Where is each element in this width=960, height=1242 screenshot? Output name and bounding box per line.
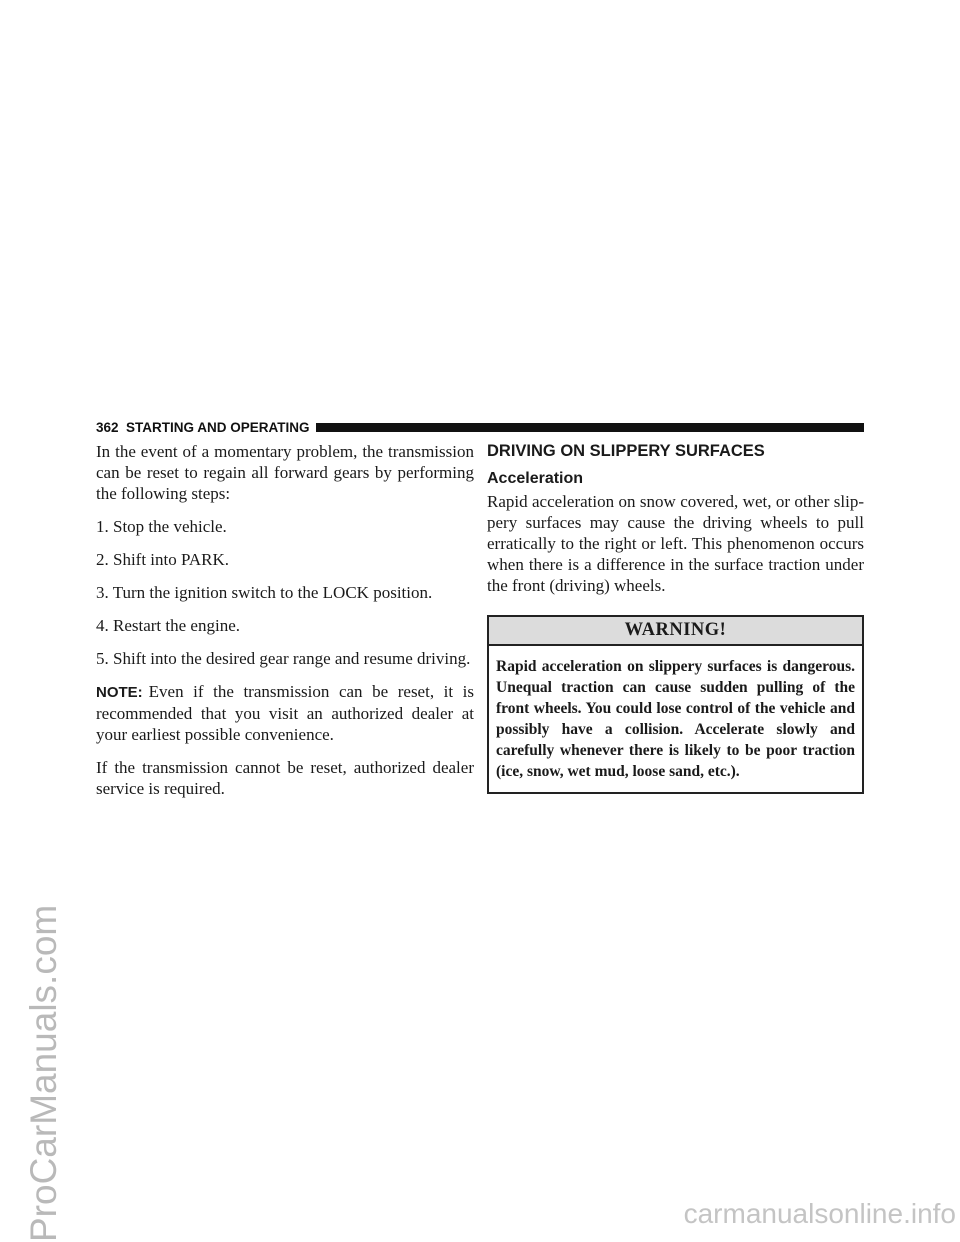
closing-paragraph: If the transmission cannot be reset, authorized dealer service is required. [96,758,474,798]
note-label: NOTE: [96,684,143,701]
bottom-watermark: carmanualsonline.info [683,1198,956,1229]
acceleration-paragraph: Rapid acceleration on snow covered, wet, or other slip-pery surfaces may cause the driving wheels to pull erratically to the right or left. This phenomenon occurs when there is a difference in the surface traction under the front (driving) wheels. [487,492,864,595]
step-5: 5. Shift into the desired gear range and resume driving. [96,649,471,668]
page-header-text [96,420,316,435]
warning-text: Rapid acceleration on slippery surfaces is dangerous. Unequal traction can cause sudden pulling of the front wheels. You could lose control of the vehicle and possibly have a collision. Accelerate slowly and carefully whenever there is likely to be poor traction (ice, snow, wet mud, loose sand, etc.). [496,658,855,780]
intro-paragraph: In the event of a momentary problem, the transmission can be reset to regain all forward gears by performing the following steps: [96,442,474,503]
section-title: STARTING AND OPERATING [126,419,310,435]
left-column [96,441,474,811]
section-heading: DRIVING ON SLIPPERY SURFACES [487,442,765,460]
page-header [96,418,864,436]
note-paragraph [96,681,474,745]
header-rule [316,423,864,432]
right-column [487,441,864,794]
note-text: Even if the transmission can be reset, it is recommended that you visit an authorized dealer at your earliest possible convenience. [96,682,474,744]
warning-box [487,615,864,794]
step-1: 1. Stop the vehicle. [96,517,227,536]
warning-title: WARNING! [489,617,862,646]
side-watermark: ProCarManuals.com [23,904,64,1242]
step-2: 2. Shift into PARK. [96,550,230,569]
step-4: 4. Restart the engine. [96,616,240,635]
page-number: 362 [96,419,119,435]
subheading: Acceleration [487,470,584,487]
step-3: 3. Turn the ignition switch to the LOCK position. [96,583,433,602]
